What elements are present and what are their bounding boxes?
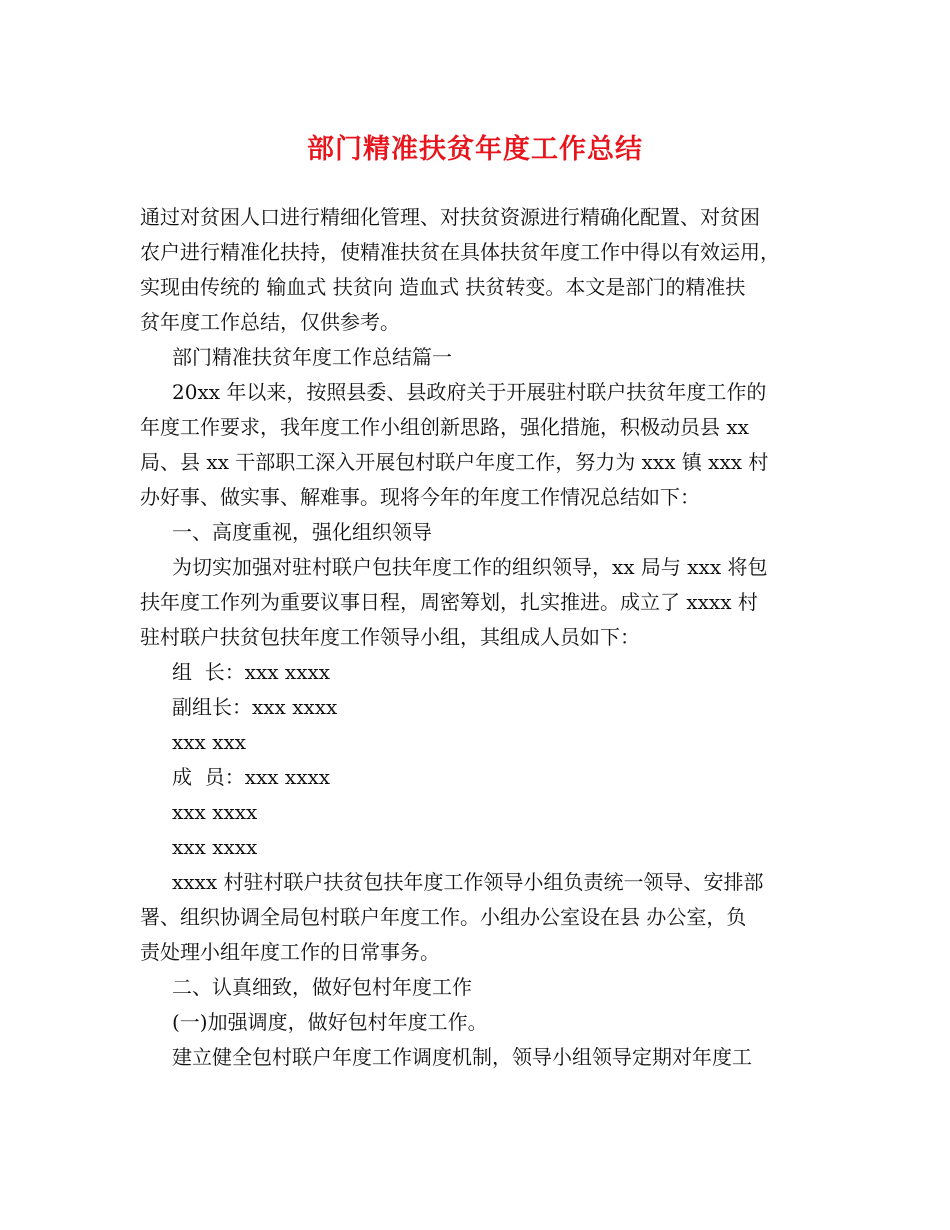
member-line: 组 长：xxx xxxx [172,660,331,684]
paragraph-line: 建立健全包村联户年度工作调度机制，领导小组领导定期对年度工 [172,1045,752,1069]
paragraph-line: 通过对贫困人口进行精细化管理、对扶贫资源进行精确化配置、对贫困 [140,205,760,229]
paragraph-line: 局、县 xx 干部职工深入开展包村联户年度工作，努力为 xxx 镇 xxx 村 [140,450,769,474]
member-line: xxx xxxx [172,835,258,859]
member-line: 副组长：xxx xxxx [172,695,338,719]
paragraph-line: 贫年度工作总结，仅供参考。 [140,310,400,334]
paragraph-line: 扶年度工作列为重要议事日程，周密筹划，扎实推进。成立了 xxxx 村 [140,590,758,614]
paragraph-line: 责处理小组年度工作的日常事务。 [140,940,440,964]
paragraph-line: 实现由传统的 输血式 扶贫向 造血式 扶贫转变。本文是部门的精准扶 [140,275,746,299]
document-title: 部门精准扶贫年度工作总结 [307,134,643,165]
paragraph-line: 农户进行精准化扶持，使精准扶贫在具体扶贫年度工作中得以有效运用， [140,240,780,264]
section-heading: 二、认真细致，做好包村年度工作 [172,975,472,999]
subsection-heading: (一)加强调度，做好包村年度工作。 [172,1010,488,1034]
section-heading: 部门精准扶贫年度工作总结篇一 [172,345,452,369]
paragraph-line: 年度工作要求，我年度工作小组创新思路，强化措施，积极动员县 xx [140,415,749,439]
paragraph-line: 为切实加强对驻村联户包扶年度工作的组织领导，xx 局与 xxx 将包 [172,555,768,579]
paragraph-line: 20xx 年以来，按照县委、县政府关于开展驻村联户扶贫年度工作的 [172,380,767,404]
document-body [140,200,820,1075]
paragraph-line: 驻村联户扶贫包扶年度工作领导小组，其组成人员如下： [140,625,640,649]
member-line: xxx xxxx [172,800,258,824]
paragraph-line: 办好事、做实事、解难事。现将今年的年度工作情况总结如下： [140,485,700,509]
paragraph-line: 署、组织协调全局包村联户年度工作。小组办公室设在县 办公室，负 [140,905,747,929]
member-line: xxx xxx [172,730,247,754]
paragraph-line: xxxx 村驻村联户扶贫包扶年度工作领导小组负责统一领导、安排部 [172,870,764,894]
section-heading: 一、高度重视，强化组织领导 [172,520,432,544]
member-line: 成 员：xxx xxxx [172,765,331,789]
